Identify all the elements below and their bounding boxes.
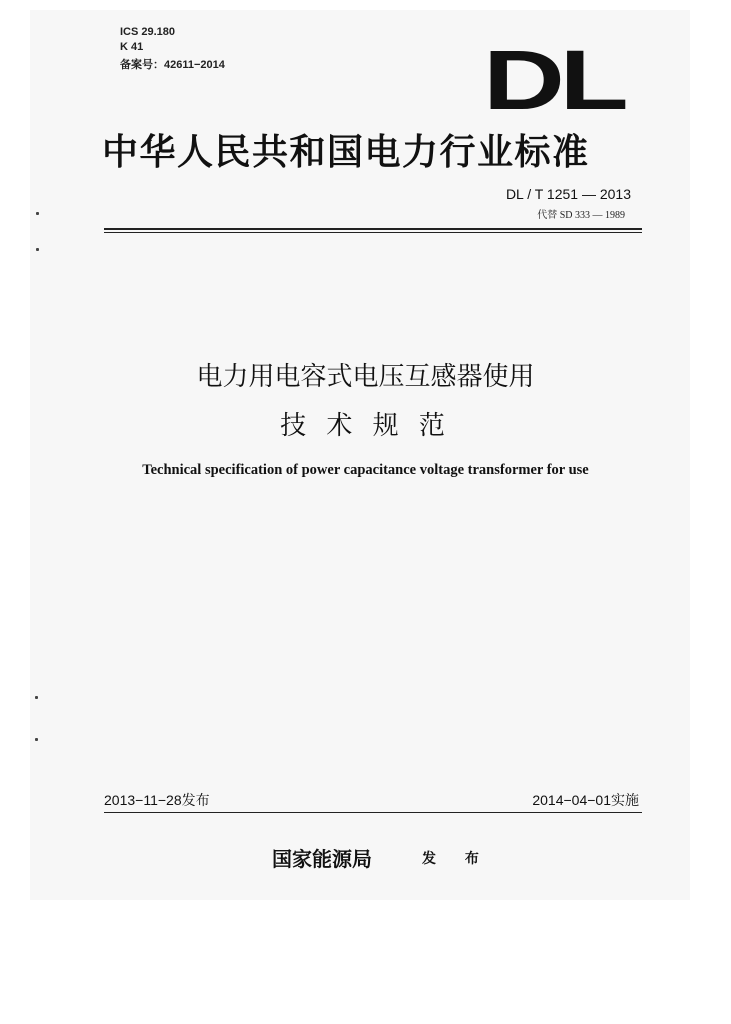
title-cn-line2: 技 术 规 范 [280, 411, 451, 441]
header-rule-thin [104, 232, 642, 233]
filing-number: 备案号：42611−2014 [120, 59, 225, 71]
title-en: Technical specification of power capacitance voltage transformer for use [142, 462, 589, 478]
scan-speck [35, 738, 38, 741]
implement-date: 2014−04−01实施 [532, 792, 639, 808]
dl-logo: DL [483, 33, 624, 127]
scan-speck [36, 248, 39, 251]
standard-number: DL / T 1251 — 2013 [505, 186, 631, 202]
scan-speck [36, 212, 39, 215]
replaces-standard: 代替 SD 333 — 1989 [537, 210, 625, 221]
classification-code: K 41 [120, 41, 144, 53]
title-cn-line1: 电力用电容式电压互感器使用 [196, 362, 535, 392]
scan-speck [35, 696, 38, 699]
footer-rule [104, 812, 642, 813]
standard-category: 中华人民共和国电力行业标准 [102, 131, 590, 173]
issue-action: 发 布 [422, 851, 491, 867]
ics-code: ICS 29.180 [120, 26, 176, 38]
issuer-name: 国家能源局 [272, 847, 372, 871]
header-rule [104, 228, 642, 230]
issue-date: 2013−11−28发布 [104, 792, 210, 808]
